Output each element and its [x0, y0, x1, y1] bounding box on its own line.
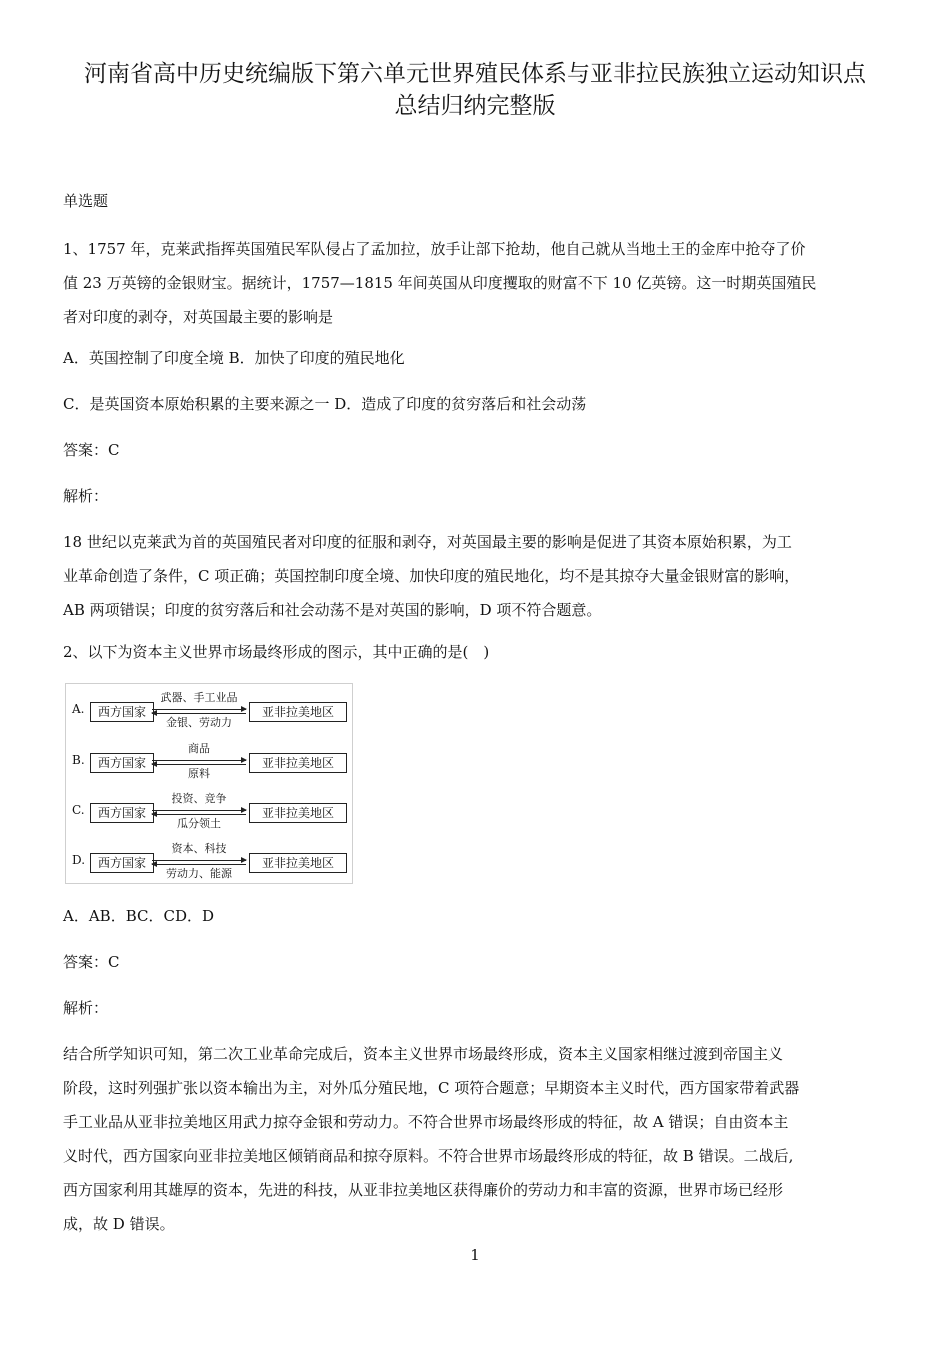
western-countries-box: 西方国家: [90, 853, 154, 873]
document-title: [40, 58, 910, 122]
left-arrow: [152, 864, 246, 865]
world-market-diagram: [65, 683, 353, 884]
q2-stem: 2、以下为资本主义世界市场最终形成的图示，其中正确的是( ): [63, 643, 490, 661]
q1-analysis: [63, 525, 885, 627]
diagram-row-label: B.: [72, 753, 85, 767]
q1-analysis-label: 解析：: [63, 487, 109, 505]
asia-africa-latin-america-box: 亚非拉美地区: [249, 753, 347, 773]
flow-top-label: 投资、竞争: [171, 792, 227, 805]
q1-options-ab: A．英国控制了印度全境 B．加快了印度的殖民地化: [63, 349, 405, 367]
q2-analysis-line: 结合所学知识可知，第二次工业革命完成后，资本主义世界市场最终形成，资本主义国家相继过渡到帝国主义: [63, 1045, 784, 1063]
q1-analysis-line: AB 两项错误；印度的贫穷落后和社会动荡不是对英国的影响，D 项不符合题意。: [63, 601, 602, 619]
right-arrow: [152, 709, 246, 710]
asia-africa-latin-america-box: 亚非拉美地区: [249, 702, 347, 722]
q1-options-cd: C．是英国资本原始积累的主要来源之一 D．造成了印度的贫穷落后和社会动荡: [63, 395, 587, 413]
flow-bottom-label: 瓜分领土: [177, 817, 221, 830]
flow-bottom-label: 劳动力、能源: [166, 867, 232, 880]
q2-analysis-line: 阶段，这时列强扩张以资本输出为主，对外瓜分殖民地，C 项符合题意；早期资本主义时代，西方国家带着武器: [63, 1079, 800, 1097]
asia-africa-latin-america-box: 亚非拉美地区: [249, 803, 347, 823]
left-arrow: [152, 814, 246, 815]
q1-stem-line: 值 23 万英镑的金银财宝。据统计，1757—1815 年间英国从印度攫取的财富不下 10 亿英镑。这一时期英国殖民: [63, 274, 817, 292]
q2-analysis-line: 义时代，西方国家向亚非拉美地区倾销商品和掠夺原料。不符合世界市场最终形成的特征，故 B 错误。二战后,: [63, 1147, 794, 1165]
diagram-row-d: [66, 841, 352, 881]
right-arrow: [152, 810, 246, 811]
flow-bottom-label: 原料: [188, 767, 210, 780]
left-arrow: [152, 764, 246, 765]
diagram-row-b: [66, 741, 352, 781]
section-heading: 单选题: [63, 192, 109, 210]
q1-answer: 答案：C: [63, 441, 120, 459]
right-arrow: [152, 860, 246, 861]
asia-africa-latin-america-box: 亚非拉美地区: [249, 853, 347, 873]
diagram-row-c: [66, 791, 352, 831]
q2-analysis-label: 解析：: [63, 999, 109, 1017]
q2-options: A．AB．BC．CD．D: [63, 907, 214, 925]
left-arrow: [152, 713, 246, 714]
diagram-row-a: [66, 690, 352, 730]
q2-analysis: [63, 1037, 885, 1241]
flow-top-label: 商品: [188, 742, 210, 755]
q2-analysis-line: 手工业品从亚非拉美地区用武力掠夺金银和劳动力。不符合世界市场最终形成的特征，故 A 错误；自由资本主: [63, 1113, 789, 1131]
q1-stem: [63, 232, 885, 334]
q1-analysis-line: 业革命创造了条件，C 项正确；英国控制印度全境、加快印度的殖民地化，均不是其掠夺大量金银财富的影响，: [63, 567, 800, 585]
flow-top-label: 武器、手工业品: [160, 691, 238, 704]
q1-stem-line: 1、1757 年，克莱武指挥英国殖民军队侵占了孟加拉，放手让部下抢劫，他自己就从当地土王的金库中抢夺了价: [63, 240, 806, 258]
title-line-2: 总结归纳完整版: [394, 93, 556, 119]
q2-analysis-line: 西方国家利用其雄厚的资本，先进的科技，从亚非拉美地区获得廉价的劳动力和丰富的资源，世界市场已经形: [63, 1181, 784, 1199]
western-countries-box: 西方国家: [90, 702, 154, 722]
diagram-row-label: A.: [72, 702, 85, 716]
q1-analysis-line: 18 世纪以克莱武为首的英国殖民者对印度的征服和剥夺，对英国最主要的影响是促进了其资本原始积累，为工: [63, 533, 792, 551]
q2-analysis-line: 成，故 D 错误。: [63, 1215, 175, 1233]
right-arrow: [152, 760, 246, 761]
diagram-row-label: D.: [72, 853, 86, 867]
diagram-row-label: C.: [72, 803, 85, 817]
flow-top-label: 资本、科技: [171, 842, 227, 855]
q1-stem-line: 者对印度的剥夺，对英国最主要的影响是: [63, 308, 334, 326]
western-countries-box: 西方国家: [90, 803, 154, 823]
flow-bottom-label: 金银、劳动力: [166, 716, 232, 729]
q2-answer: 答案：C: [63, 953, 120, 971]
western-countries-box: 西方国家: [90, 753, 154, 773]
title-line-1: 河南省高中历史统编版下第六单元世界殖民体系与亚非拉民族独立运动知识点: [84, 61, 866, 87]
page-number: 1: [470, 1246, 480, 1264]
